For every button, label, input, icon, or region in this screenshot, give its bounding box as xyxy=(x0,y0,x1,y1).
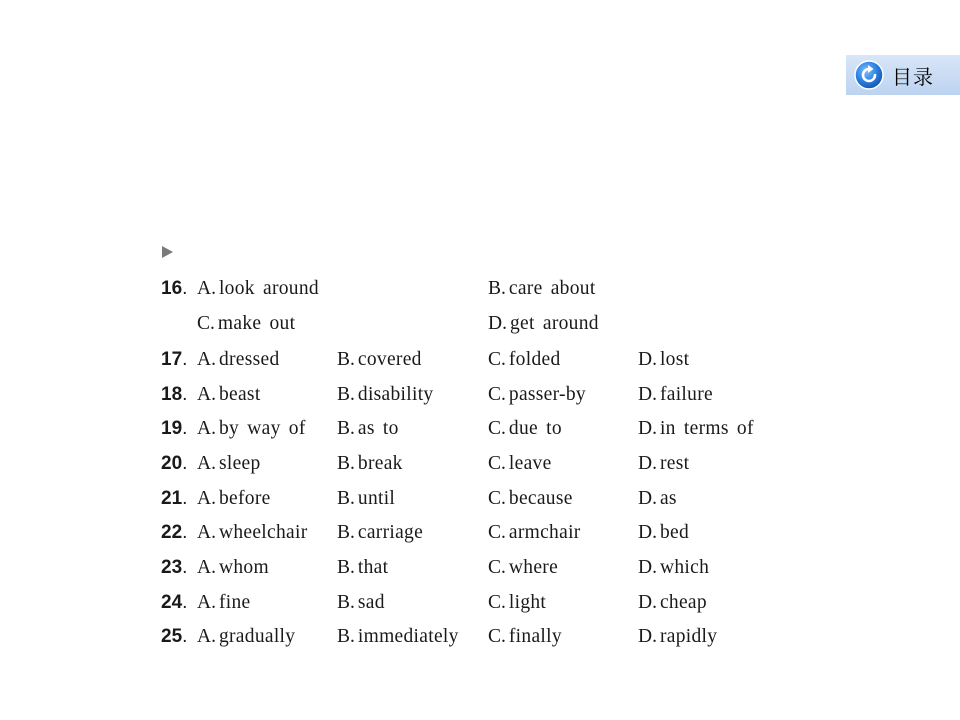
option-b[interactable]: B. sad xyxy=(337,592,385,613)
question-number: 17. xyxy=(161,349,188,370)
option-b[interactable]: B. care about xyxy=(488,278,596,299)
option-c[interactable]: C. armchair xyxy=(488,522,581,543)
question-number: 25. xyxy=(161,626,188,647)
question-number: 24. xyxy=(161,592,188,613)
option-b[interactable]: B. disability xyxy=(337,384,434,405)
question-22 xyxy=(0,518,960,548)
option-c[interactable]: C. due to xyxy=(488,418,562,439)
question-number: 20. xyxy=(161,453,188,474)
option-d[interactable]: D. cheap xyxy=(638,592,707,613)
option-a[interactable]: A. wheelchair xyxy=(197,522,308,543)
toc-label: 目录 xyxy=(892,64,934,89)
option-a[interactable]: A. fine xyxy=(197,592,251,613)
option-b[interactable]: B. until xyxy=(337,488,396,509)
option-b[interactable]: B. immediately xyxy=(337,626,459,647)
option-a[interactable]: A. beast xyxy=(197,384,261,405)
option-c[interactable]: C. leave xyxy=(488,453,552,474)
option-c[interactable]: C. make out xyxy=(197,313,296,334)
option-b[interactable]: B. carriage xyxy=(337,522,424,543)
option-a[interactable]: A. look around xyxy=(197,278,319,299)
question-number: 18. xyxy=(161,384,188,405)
question-25 xyxy=(0,622,960,652)
option-d[interactable]: D. lost xyxy=(638,349,690,370)
question-number: 19. xyxy=(161,418,188,439)
option-a[interactable]: A. dressed xyxy=(197,349,280,370)
question-17 xyxy=(0,345,960,375)
option-d[interactable]: D. rest xyxy=(638,453,690,474)
question-19 xyxy=(0,414,960,444)
option-c[interactable]: C. folded xyxy=(488,349,561,370)
option-d[interactable]: D. which xyxy=(638,557,710,578)
question-16-continued xyxy=(0,309,960,339)
option-b[interactable]: B. break xyxy=(337,453,403,474)
option-c[interactable]: C. passer-by xyxy=(488,384,586,405)
option-d[interactable]: D. failure xyxy=(638,384,713,405)
question-number: 16. xyxy=(161,278,188,299)
option-c[interactable]: C. because xyxy=(488,488,573,509)
option-d[interactable]: D. bed xyxy=(638,522,690,543)
option-a[interactable]: A. whom xyxy=(197,557,269,578)
option-d[interactable]: D. rapidly xyxy=(638,626,718,647)
option-b[interactable]: B. that xyxy=(337,557,389,578)
option-a[interactable]: A. sleep xyxy=(197,453,261,474)
question-24 xyxy=(0,588,960,618)
option-c[interactable]: C. where xyxy=(488,557,559,578)
option-b[interactable]: B. covered xyxy=(337,349,422,370)
question-18 xyxy=(0,380,960,410)
option-d[interactable]: D. in terms of xyxy=(638,418,754,439)
option-d[interactable]: D. as xyxy=(638,488,677,509)
question-23 xyxy=(0,553,960,583)
option-a[interactable]: A. by way of xyxy=(197,418,306,439)
question-number: 21. xyxy=(161,488,188,509)
option-d[interactable]: D. get around xyxy=(488,313,599,334)
option-a[interactable]: A. before xyxy=(197,488,271,509)
question-20 xyxy=(0,449,960,479)
option-a[interactable]: A. gradually xyxy=(197,626,296,647)
option-b[interactable]: B. as to xyxy=(337,418,399,439)
question-number: 22. xyxy=(161,522,188,543)
question-16 xyxy=(0,274,960,304)
question-number: 23. xyxy=(161,557,188,578)
option-c[interactable]: C. light xyxy=(488,592,547,613)
option-c[interactable]: C. finally xyxy=(488,626,562,647)
question-21 xyxy=(0,484,960,514)
